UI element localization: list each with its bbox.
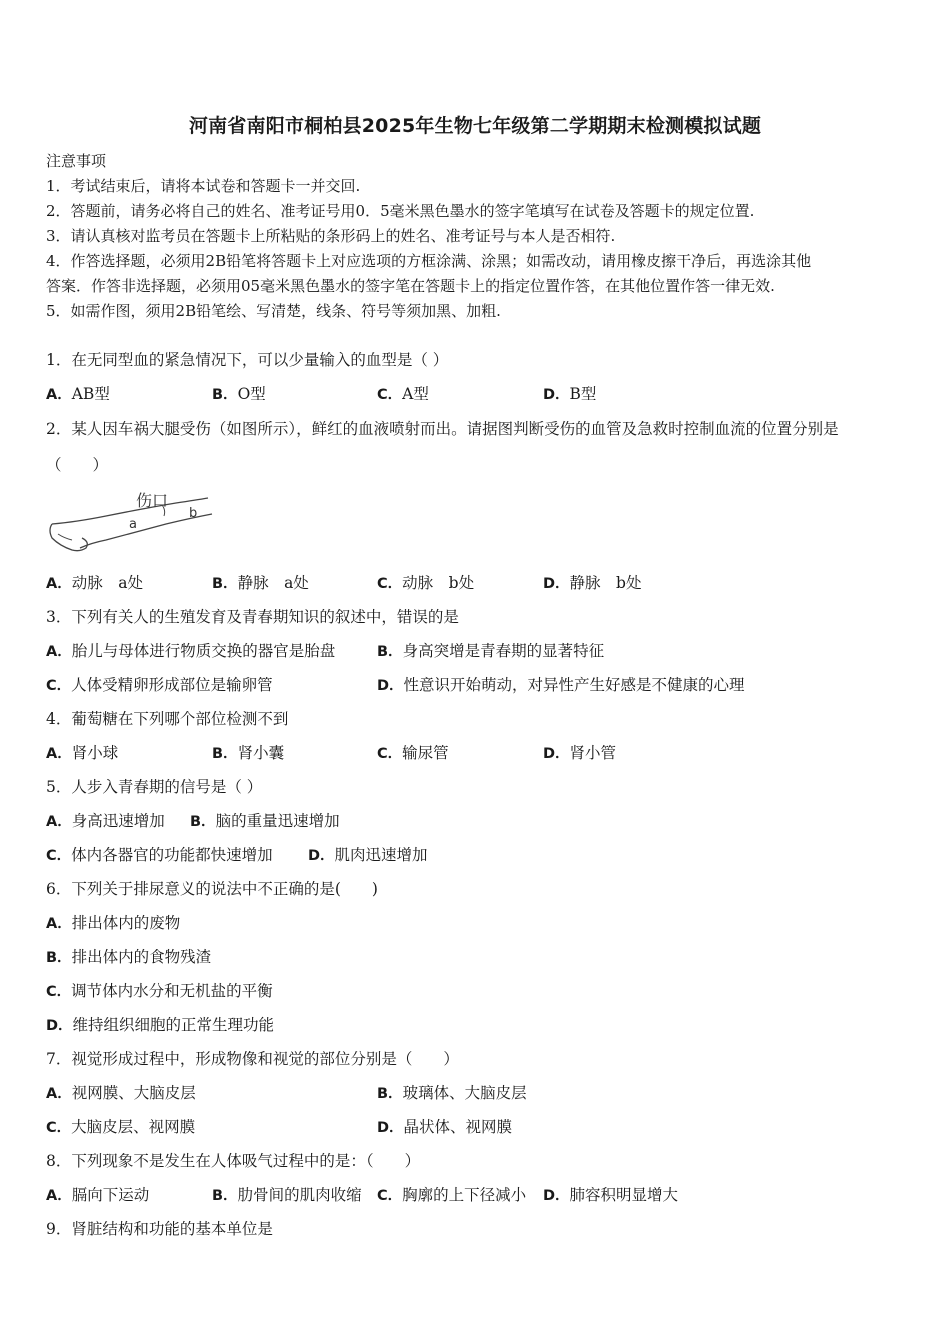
option-b: B．玻璃体、大脑皮层 <box>377 1084 527 1102</box>
question-stem: 2．某人因车祸大腿受伤（如图所示），鲜红的血液喷射而出。请据图判断受伤的血管及急救时控制血流的位置分别是 <box>46 420 839 438</box>
wound-label: 伤口 <box>136 491 169 510</box>
option-a: A．身高迅速增加 <box>46 812 165 830</box>
question-stem: 5．人步入青春期的信号是（ ） <box>46 778 263 796</box>
question-stem-cont: （ ） <box>46 456 109 474</box>
option-a: A．肾小球 <box>46 744 119 762</box>
question-stem: 1．在无同型血的紧急情况下，可以少量输入的血型是（ ） <box>46 351 449 369</box>
question-stem: 9．肾脏结构和功能的基本单位是 <box>46 1220 273 1238</box>
option-a: A．膈向下运动 <box>46 1186 150 1204</box>
option-d: D．晶状体、视网膜 <box>377 1118 513 1136</box>
note-item: 4．作答选择题，必须用2B铅笔将答题卡上对应选项的方框涂满、涂黑；如需改动，请用橡皮擦干净后，再选涂其他 <box>46 252 812 270</box>
option-c: C．动脉 b处 <box>377 574 475 592</box>
option-b: B．肾小囊 <box>212 744 285 762</box>
option-b: B．静脉 a处 <box>212 574 309 592</box>
page-title: 河南省南阳市桐柏县2025年生物七年级第二学期期末检测模拟试题 <box>188 115 762 137</box>
label-b: b <box>189 506 198 521</box>
option-b: B．身高突增是青春期的显著特征 <box>377 642 605 660</box>
question-stem: 4．葡萄糖在下列哪个部位检测不到 <box>46 710 289 728</box>
option-d: D．性意识开始萌动，对异性产生好感是不健康的心理 <box>377 676 745 694</box>
option-a: A．视网膜、大脑皮层 <box>46 1084 196 1102</box>
option-d: D．B型 <box>543 385 597 403</box>
option-d: D．肌肉迅速增加 <box>308 846 428 864</box>
option-c: C．A型 <box>377 385 429 403</box>
option-a: A．动脉 a处 <box>46 574 143 592</box>
note-item: 2．答题前，请务必将自己的姓名、准考证号用0．5毫米黑色墨水的签字笔填写在试卷及答题卡的规定位置. <box>46 202 755 220</box>
note-item: 5．如需作图，须用2B铅笔绘、写清楚，线条、符号等须加黑、加粗. <box>46 302 501 320</box>
option-c: C．输尿管 <box>377 744 449 762</box>
option-d: D．维持组织细胞的正常生理功能 <box>46 1016 275 1034</box>
note-item: 3．请认真核对监考员在答题卡上所粘贴的条形码上的姓名、准考证号与本人是否相符. <box>46 227 616 245</box>
label-a: a <box>129 517 137 532</box>
option-a: A．排出体内的废物 <box>46 914 181 932</box>
option-c: C．体内各器官的功能都快速增加 <box>46 846 273 864</box>
option-b: B．肋骨间的肌肉收缩 <box>212 1186 362 1204</box>
question-stem: 6．下列关于排尿意义的说法中不正确的是( ) <box>46 880 378 898</box>
option-c: C．人体受精卵形成部位是输卵管 <box>46 676 273 694</box>
question-stem: 3．下列有关人的生殖发育及青春期知识的叙述中，错误的是 <box>46 608 459 626</box>
notes-heading: 注意事项 <box>46 152 107 170</box>
option-c: C．调节体内水分和无机盐的平衡 <box>46 982 273 1000</box>
option-d: D．静脉 b处 <box>543 574 642 592</box>
option-a: A．胎儿与母体进行物质交换的器官是胎盘 <box>46 642 336 660</box>
option-b: B．脑的重量迅速增加 <box>190 812 340 830</box>
option-c: C．胸廓的上下径减小 <box>377 1186 527 1204</box>
option-d: D．肺容积明显增大 <box>543 1186 679 1204</box>
leg-wound-figure <box>46 488 216 558</box>
option-a: A．AB型 <box>46 385 110 403</box>
note-item: 1．考试结束后，请将本试卷和答题卡一并交回. <box>46 177 361 195</box>
question-stem: 8．下列现象不是发生在人体吸气过程中的是：（ ） <box>46 1152 421 1170</box>
option-b: B．排出体内的食物残渣 <box>46 948 212 966</box>
note-item: 答案．作答非选择题，必须用05毫米黑色墨水的签字笔在答题卡上的指定位置作答，在其他位置作答一律无效. <box>46 277 775 295</box>
option-c: C．大脑皮层、视网膜 <box>46 1118 196 1136</box>
question-stem: 7．视觉形成过程中，形成物像和视觉的部位分别是（ ） <box>46 1050 459 1068</box>
option-b: B．O型 <box>212 385 266 403</box>
option-d: D．肾小管 <box>543 744 617 762</box>
